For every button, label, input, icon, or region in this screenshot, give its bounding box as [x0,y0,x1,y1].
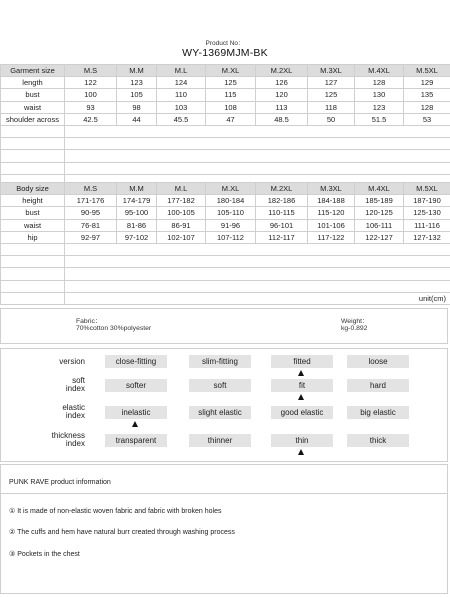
attribute-option: slim-fitting [189,355,251,368]
empty-cell [1,125,65,137]
empty-row [1,162,450,174]
table-cell: 108 [206,101,256,113]
table-cell: 53 [404,113,450,125]
table-cell: 110-115 [256,207,308,219]
table-cell: 126 [256,77,308,89]
table-row [1,219,450,231]
fabric-value: 70%cotton 30%polyester [76,325,152,332]
row-label: height [1,195,65,207]
fabric-label: Fabric： [76,318,102,325]
attribute-option: hard [347,379,409,392]
empty-cell [1,138,65,150]
table-cell: 44 [117,113,157,125]
row-label: bust [1,207,65,219]
table-cell: 100-105 [157,207,206,219]
product-no-label: Product No： [205,40,245,47]
empty-cell [65,243,450,255]
table-row [1,77,450,89]
empty-cell [1,280,65,292]
info-title: PUNK RAVE product information [9,479,111,486]
garment-header-label: Garment size [1,65,65,77]
table-cell: 122 [65,77,117,89]
size-header-cell: M.XL [206,183,256,195]
size-header-cell: M.3XL [308,183,355,195]
size-header-cell: M.S [65,183,117,195]
table-cell: 110 [157,89,206,101]
table-cell: 92-97 [65,231,117,243]
attribute-option: soft [189,379,251,392]
table-cell: 135 [404,89,450,101]
table-cell: 180-184 [206,195,256,207]
size-header-cell: M.M [117,183,157,195]
table-cell: 125 [308,89,355,101]
table-cell: 111-116 [404,219,450,231]
selected-arrow-icon [132,421,138,427]
table-cell: 42.5 [65,113,117,125]
attribute-row [1,403,447,426]
table-cell: 129 [404,77,450,89]
attribute-option: close-fitting [105,355,167,368]
selected-arrow-icon [298,449,304,455]
attribute-option: slight elastic [189,406,251,419]
table-row [1,101,450,113]
empty-cell [65,125,450,137]
table-cell: 115 [206,89,256,101]
size-header-cell: M.XL [206,65,256,77]
size-header-cell: M.S [65,65,117,77]
empty-cell [65,162,450,174]
row-label: shoulder across [1,113,65,125]
empty-cell [1,268,65,280]
fabric-weight-box [0,308,448,344]
divider [1,493,447,494]
attribute-row [1,431,447,454]
attribute-option: fit [271,379,333,392]
table-cell: 103 [157,101,206,113]
attribute-option: thinner [189,434,251,447]
table-cell: 123 [117,77,157,89]
attribute-label: elastic index [62,403,85,420]
table-cell: 123 [355,101,404,113]
body-header-row [1,183,450,195]
attribute-label: soft index [65,376,85,393]
table-cell: 51.5 [355,113,404,125]
empty-cell [65,138,450,150]
empty-cell [65,280,450,292]
table-cell: 107-112 [206,231,256,243]
size-header-cell: M.5XL [404,65,450,77]
table-row [1,89,450,101]
row-label: hip [1,231,65,243]
empty-row [1,280,450,292]
empty-cell [65,150,450,162]
attribute-option: transparent [105,434,167,447]
empty-cell [65,256,450,268]
row-label: waist [1,219,65,231]
product-info-box [0,464,448,594]
attributes-box [0,348,448,462]
empty-cell [1,243,65,255]
attribute-label: version [59,357,85,366]
table-cell: 86-91 [157,219,206,231]
table-cell: 101-106 [308,219,355,231]
table-cell: 115-120 [308,207,355,219]
table-cell: 182-186 [256,195,308,207]
garment-header-row [1,65,450,77]
size-header-cell: M.2XL [256,183,308,195]
empty-cell [65,268,450,280]
size-header-cell: M.2XL [256,65,308,77]
empty-cell [1,256,65,268]
table-row [1,231,450,243]
empty-row [1,256,450,268]
attribute-option: inelastic [105,406,167,419]
table-cell: 76-81 [65,219,117,231]
table-cell: 125 [206,77,256,89]
table-cell: 125-130 [404,207,450,219]
body-header-label: Body size [1,183,65,195]
table-cell: 98 [117,101,157,113]
empty-cell [1,292,65,304]
product-no: WY-1369MJM-BK [182,47,268,59]
size-header-cell: M.5XL [404,183,450,195]
attribute-option: softer [105,379,167,392]
size-header-cell: M.4XL [355,183,404,195]
unit-label: unit(cm) [65,292,450,304]
empty-cell [1,162,65,174]
table-cell: 50 [308,113,355,125]
attribute-option: loose [347,355,409,368]
table-cell: 45.5 [157,113,206,125]
table-cell: 174-179 [117,195,157,207]
attribute-option: thick [347,434,409,447]
attribute-label: thickness index [51,431,85,448]
table-cell: 112-117 [256,231,308,243]
table-cell: 102-107 [157,231,206,243]
table-cell: 90-95 [65,207,117,219]
table-row [1,195,450,207]
table-cell: 120 [256,89,308,101]
empty-row [1,268,450,280]
empty-row [1,243,450,255]
table-cell: 113 [256,101,308,113]
table-cell: 91-96 [206,219,256,231]
attribute-row [1,355,447,375]
info-item-1: ① It is made of non-elastic woven fabric and fabric with broken holes [9,508,222,515]
selected-arrow-icon [298,394,304,400]
table-cell: 127 [308,77,355,89]
attribute-option: thin [271,434,333,447]
table-row [1,207,450,219]
table-row [1,113,450,125]
table-cell: 106-111 [355,219,404,231]
body-size-table [0,182,450,305]
unit-row [1,292,450,304]
row-label: waist [1,101,65,113]
table-cell: 81-86 [117,219,157,231]
size-header-cell: M.4XL [355,65,404,77]
table-cell: 100 [65,89,117,101]
table-cell: 184-188 [308,195,355,207]
weight-label: Weight： [341,318,369,325]
table-cell: 185-189 [355,195,404,207]
attribute-option: big elastic [347,406,409,419]
table-cell: 96-101 [256,219,308,231]
table-cell: 47 [206,113,256,125]
row-label: bust [1,89,65,101]
table-cell: 187-190 [404,195,450,207]
table-cell: 105 [117,89,157,101]
empty-row [1,125,450,137]
table-cell: 124 [157,77,206,89]
table-cell: 117-122 [308,231,355,243]
attribute-option: good elastic [271,406,333,419]
garment-size-table [0,64,450,187]
size-header-cell: M.M [117,65,157,77]
empty-row [1,150,450,162]
size-header-cell: M.3XL [308,65,355,77]
attribute-option: fitted [271,355,333,368]
table-cell: 171-176 [65,195,117,207]
table-cell: 118 [308,101,355,113]
table-cell: 95-100 [117,207,157,219]
size-header-cell: M.L [157,183,206,195]
table-cell: 122-127 [355,231,404,243]
table-cell: 93 [65,101,117,113]
table-cell: 128 [404,101,450,113]
info-item-3: ③ Pockets in the chest [9,551,80,558]
empty-cell [1,150,65,162]
table-cell: 128 [355,77,404,89]
table-cell: 105-110 [206,207,256,219]
table-cell: 97-102 [117,231,157,243]
weight-value: kg-0.892 [341,325,368,332]
info-item-2: ② The cuffs and hem have natural burr created through washing process [9,529,235,536]
selected-arrow-icon [298,370,304,376]
row-label: length [1,77,65,89]
attribute-row [1,376,447,399]
table-cell: 177-182 [157,195,206,207]
size-header-cell: M.L [157,65,206,77]
table-cell: 130 [355,89,404,101]
empty-row [1,138,450,150]
table-cell: 120-125 [355,207,404,219]
product-header [0,40,450,59]
table-cell: 127-132 [404,231,450,243]
table-cell: 48.5 [256,113,308,125]
